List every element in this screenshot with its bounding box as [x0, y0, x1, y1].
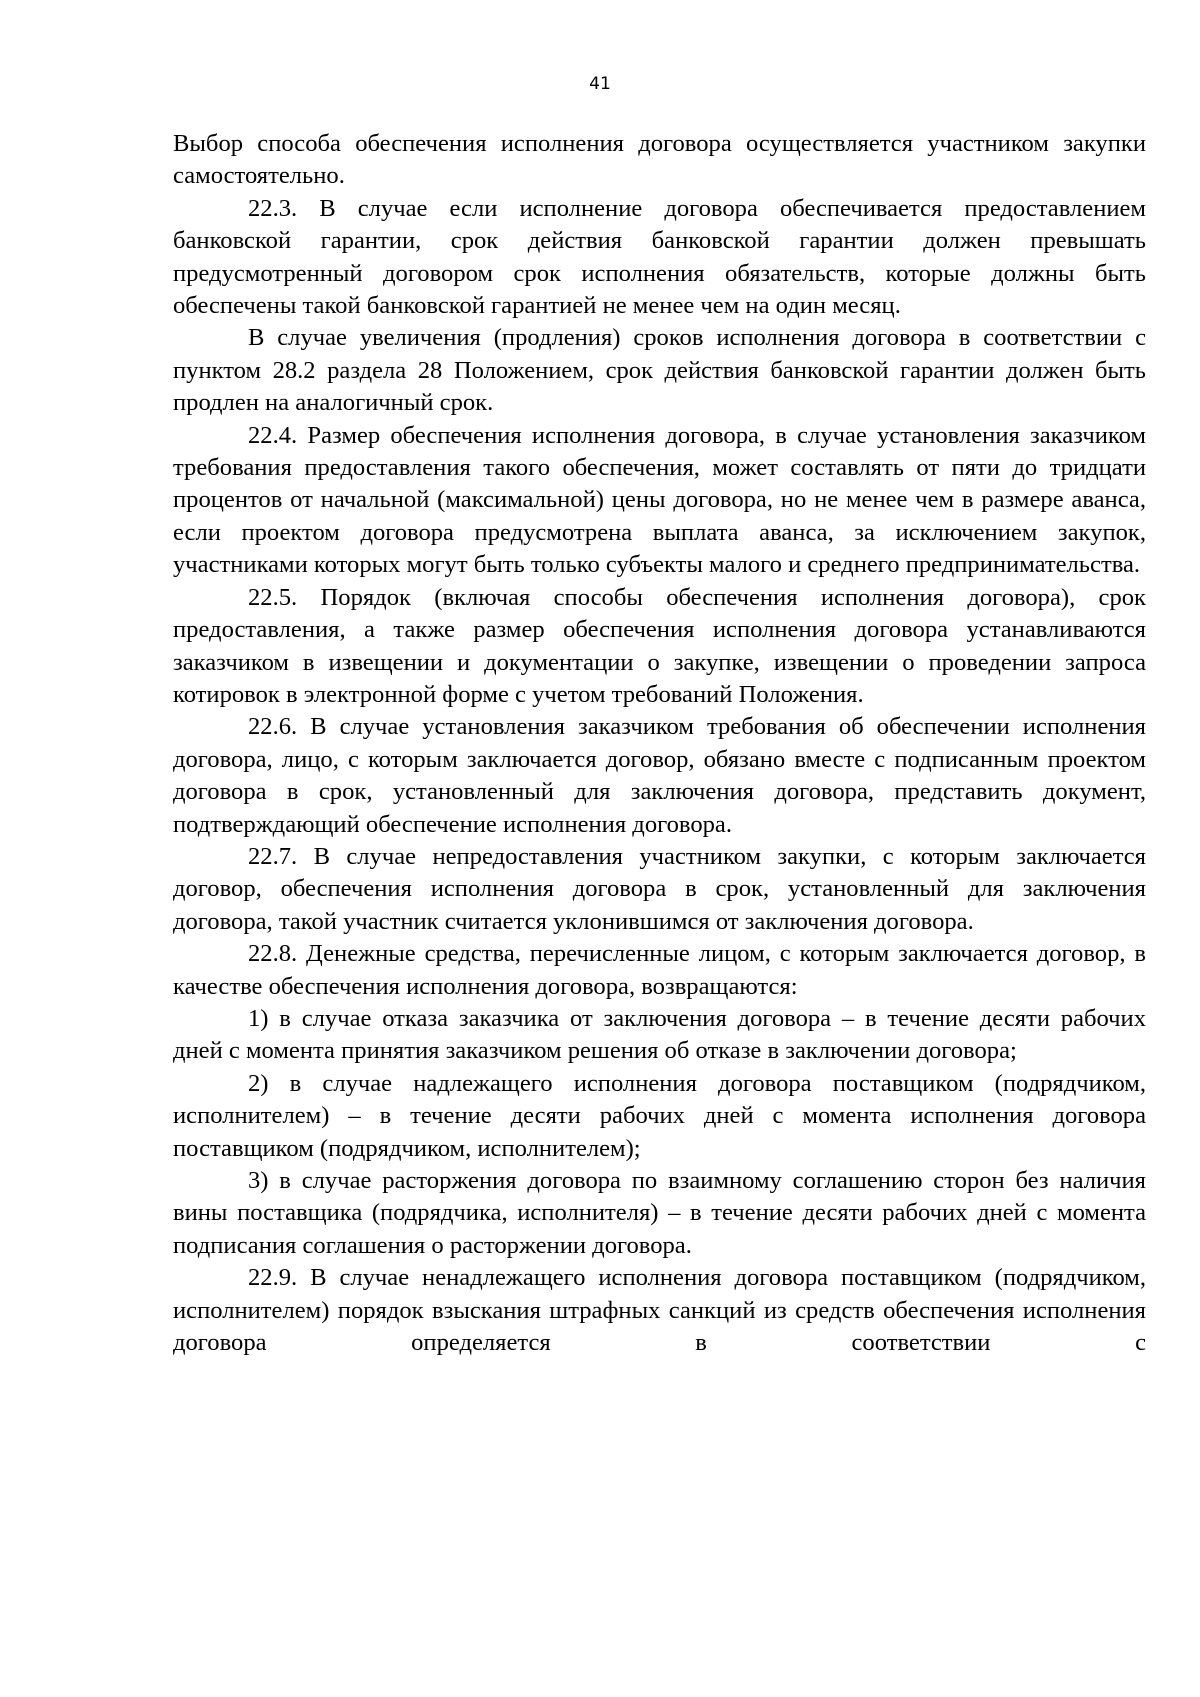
paragraph: 22.9. В случае ненадлежащего исполнения договора поставщиком (подрядчиком, исполнителем) порядок взыскания штрафных санкций из средств обеспечения исполнения договора определяется в соответствии с — [173, 1264, 1146, 1357]
paragraph: 22.8. Денежные средства, перечисленные лицом, с которым заключается договор, в качестве обеспечения исполнения договора, возвращаются: — [173, 940, 1146, 1000]
paragraph: 22.7. В случае непредоставления участником закупки, с которым заключается договор, обеспечения исполнения договора в срок, установленный для заключения договора, такой участник считается уклонившимся от заключения договора. — [173, 842, 1146, 935]
document-body — [173, 128, 1146, 1359]
paragraph: Выбор способа обеспечения исполнения договора осуществляется участником закупки самостоятельно. — [173, 130, 1146, 190]
paragraph: 3) в случае расторжения договора по взаимному соглашению сторон без наличия вины поставщика (подрядчика, исполнителя) – в течение десяти рабочих дней с момента подписания соглашения о расторжении договора. — [173, 1167, 1146, 1259]
paragraph: 2) в случае надлежащего исполнения договора поставщиком (подрядчиком, исполнителем) – в течение десяти рабочих дней с момента исполнения договора поставщиком (подрядчиком, исполнителем); — [173, 1069, 1146, 1162]
paragraph: 22.3. В случае если исполнение договора обеспечивается предоставлением банковской гарантии, срок действия банковской гарантии должен превышать предусмотренный договором срок исполнения обязательств, которые должны быть обеспечены такой банковской гарантией не менее чем на один месяц. — [173, 194, 1146, 320]
paragraph: В случае увеличения (продления) сроков исполнения договора в соответствии с пунктом 28.2 раздела 28 Положением, срок действия банковской гарантии должен быть продлен на аналогичный срок. — [173, 324, 1146, 417]
paragraph: 22.4. Размер обеспечения исполнения договора, в случае установления заказчиком требования предоставления такого обеспечения, может составлять от пяти до тридцати процентов от начальной (максимальной) цены договора, но не менее чем в размере аванса, если проектом договора предусмотрена выплата аванса, за исключением закупок, участниками которых могут быть только субъекты малого и среднего предпринимательства. — [173, 421, 1146, 579]
page-number: 41 — [589, 74, 611, 94]
paragraph: 22.6. В случае установления заказчиком требования об обеспечении исполнения договора, лицо, с которым заключается договор, обязано вместе с подписанным проектом договора в срок, установленный для заключения договора, представить документ, подтверждающий обеспечение исполнения договора. — [173, 713, 1146, 838]
paragraph: 1) в случае отказа заказчика от заключения договора – в течение десяти рабочих дней с момента принятия заказчиком решения об отказе в заключении договора; — [173, 1004, 1146, 1065]
paragraph: 22.5. Порядок (включая способы обеспечения исполнения договора), срок предоставления, а также размер обеспечения исполнения договора устанавливаются заказчиком в извещении и документации о закупке, извещении о проведении запроса котировок в электронной форме с учетом требований Положения. — [173, 583, 1146, 708]
